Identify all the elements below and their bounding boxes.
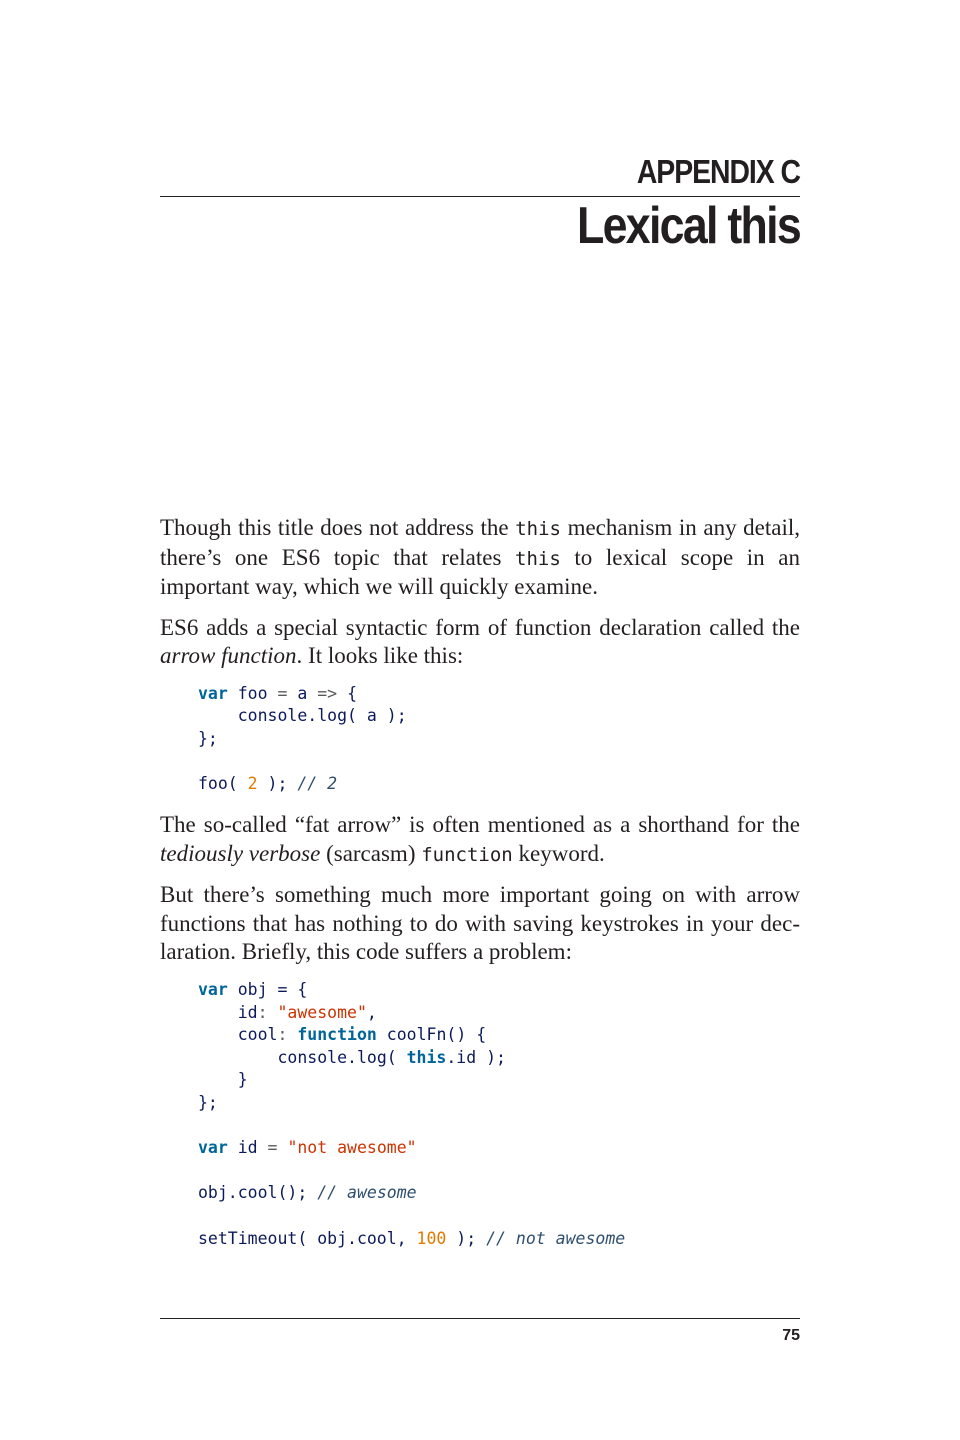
appendix-label: APPENDIX C xyxy=(636,153,800,190)
paragraph-arrow-function: ES6 adds a special syntactic form of function declaration called the arrow function. It looks like this: xyxy=(160,614,800,668)
chapter-title: Lexical this xyxy=(577,197,800,255)
chapter-header xyxy=(160,150,800,255)
paragraph-intro: Though this title does not address the this mechanism in any detail, there’s one ES6 topic that relates this to lexical scope in an important way, which we will quickly examine. xyxy=(160,515,800,599)
code-block-obj: var obj = { id: "awesome", cool: function coolFn() { console.log( this.id ); } }; var id = "not awesome" obj.cool(); // awesome setTimeout( obj.cool, 100 ); // not awesome xyxy=(198,979,626,1248)
page-footer xyxy=(160,1318,800,1345)
inline-code-function: function xyxy=(421,843,513,866)
inline-code-this: this xyxy=(515,518,561,540)
paragraph-problem: But there’s something much more important going on with arrow functions that has nothing to do with saving keystrokes in your dec‐ laration. Briefly, this code suffers a problem: xyxy=(160,882,800,965)
paragraph-fat-arrow: The so-called “fat arrow” is often mentioned as a shorthand for the tediously verbose (sarcasm) function keyword. xyxy=(160,812,800,866)
emphasis-tediously-verbose: tediously verbose xyxy=(160,840,321,866)
code-block-arrow: var foo = a => { console.log( a ); }; foo( 2 ); // 2 xyxy=(198,683,407,793)
page-number: 75 xyxy=(782,1327,800,1344)
emphasis-arrow-function: arrow function xyxy=(160,643,297,668)
inline-code-this: this xyxy=(515,547,561,570)
footer-rule xyxy=(160,1318,800,1319)
body-text xyxy=(160,514,800,1266)
